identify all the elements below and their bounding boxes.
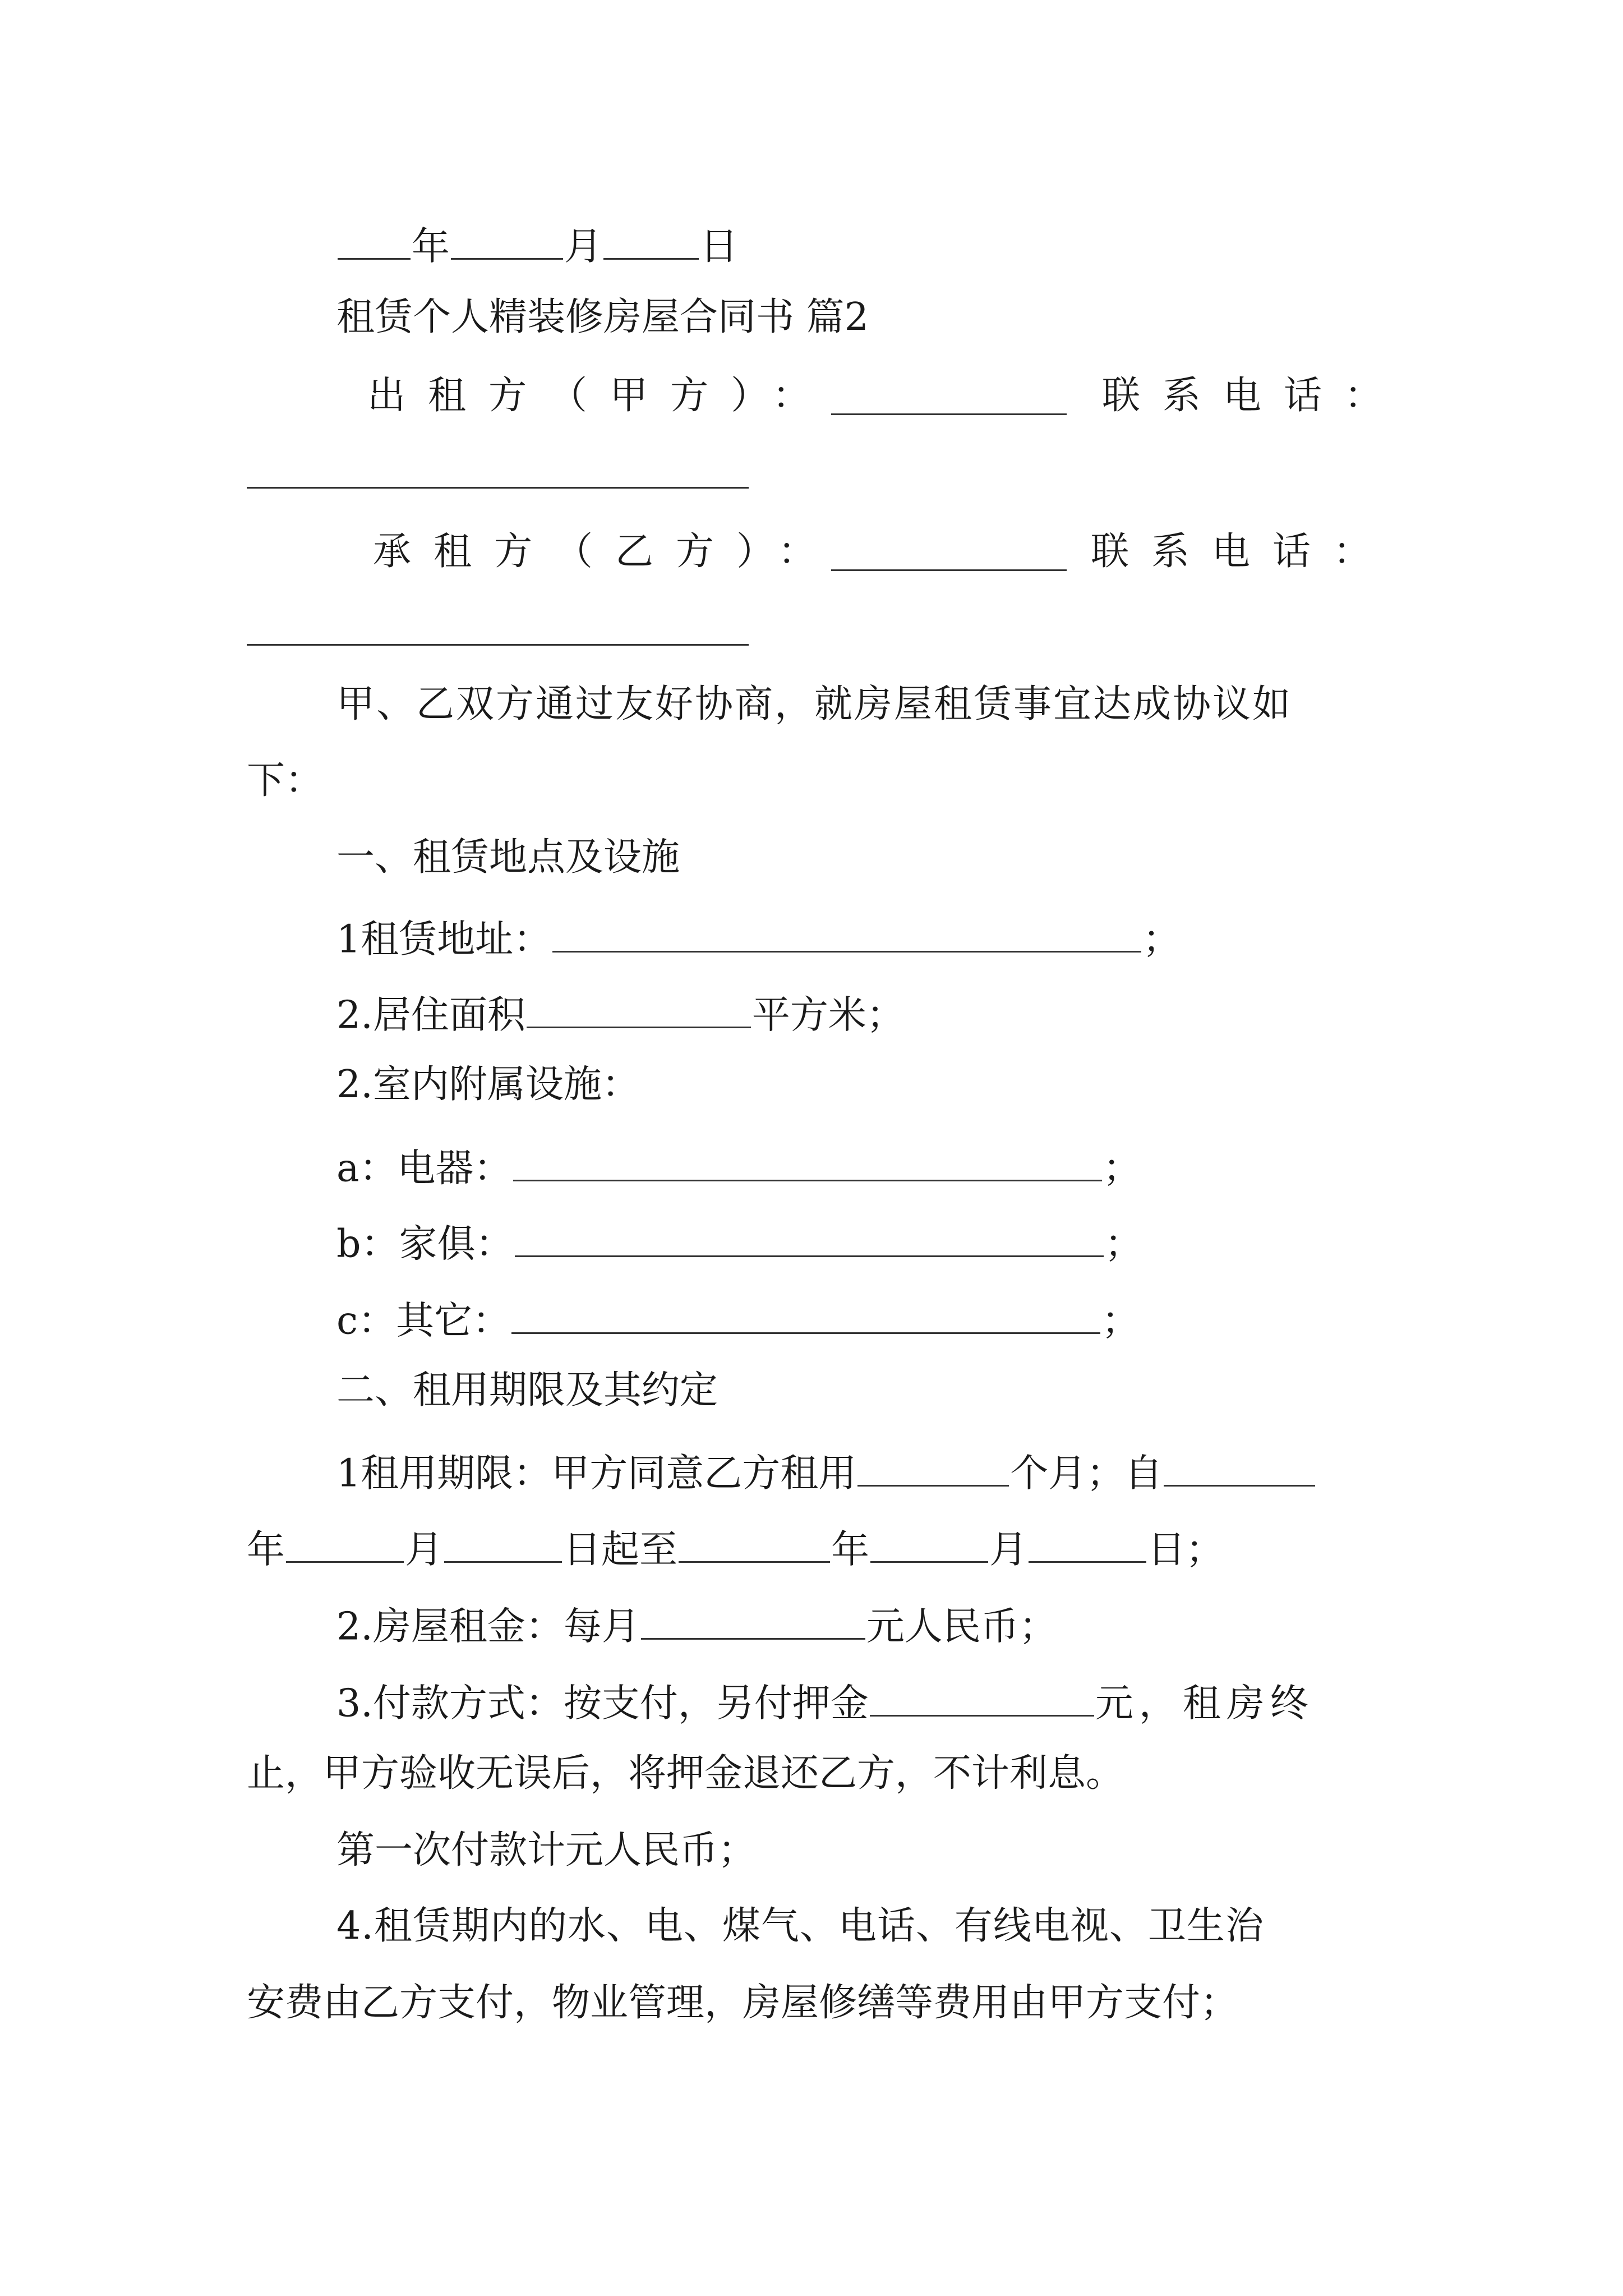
a-blank: [513, 1143, 1102, 1181]
b-end: ；: [1104, 1222, 1143, 1267]
s1-facilities: 2.室内附属设施：: [336, 1062, 640, 1107]
from-month-label: 月: [405, 1527, 444, 1572]
s2-first-payment: 第一次付款计元人民币；: [336, 1828, 757, 1872]
from-day-blank: [444, 1525, 562, 1563]
rent-unit: 元人民币；: [866, 1604, 1057, 1649]
from-year-blank: [1164, 1448, 1315, 1487]
c-end: ；: [1101, 1299, 1140, 1343]
s2-title: 二、租用期限及其约定: [336, 1368, 718, 1412]
c-label: c：其它：: [336, 1299, 511, 1343]
s1-area: [336, 990, 905, 1038]
s2-payment-line-2: 止，甲方验收无误后，将押金退还乙方，不计利息。: [247, 1751, 1124, 1796]
to-day-blank: [1029, 1525, 1146, 1563]
a-label: a：电器：: [336, 1146, 512, 1191]
lessor-phone-label: 联系电话：: [1102, 374, 1405, 418]
s1-b: [336, 1219, 1143, 1267]
from-month-blank: [286, 1525, 404, 1563]
intro-line-2: 下：: [247, 758, 324, 803]
rent-blank: [641, 1602, 865, 1640]
c-blank: [511, 1296, 1100, 1334]
lessee-label: 承租方（乙方）：: [373, 530, 839, 574]
lessor-name-blank: [830, 377, 1068, 422]
lessee-phone-label: 联系电话：: [1091, 530, 1394, 574]
b-blank: [515, 1219, 1104, 1257]
s2-rent: [336, 1602, 1057, 1649]
s2-payment-line-1: [336, 1678, 1314, 1726]
b-label: b：家俱：: [336, 1222, 514, 1267]
intro-line-1: 甲、乙双方通过友好协商，就房屋租赁事宜达成协议如: [336, 682, 1293, 726]
to-month-blank: [870, 1525, 988, 1563]
area-label: 2.居住面积: [336, 993, 525, 1038]
lessee-phone-blank: [247, 644, 749, 646]
s1-c: [336, 1296, 1140, 1341]
s2-fees-line-2: 安费由乙方支付，物业管理，房屋修缮等费用由甲方支付；: [247, 1981, 1239, 2025]
day-label: 日: [700, 224, 739, 269]
to-year-blank: [679, 1525, 830, 1563]
area-unit: 平方米；: [751, 993, 905, 1038]
payment-suffix: 元，租房终: [1095, 1681, 1314, 1726]
date-line: [336, 222, 739, 269]
from-year-label: 年: [247, 1527, 285, 1572]
address-blank: [552, 914, 1141, 953]
s1-a: [336, 1143, 1141, 1191]
term-from: 个月；自: [1010, 1451, 1163, 1496]
s1-title: 一、租赁地点及设施: [336, 835, 680, 880]
lessee-name-blank: [830, 533, 1068, 578]
deposit-blank: [870, 1678, 1094, 1717]
section-title: 租赁个人精装修房屋合同书 篇2: [336, 295, 869, 339]
to-year-label: 年: [831, 1527, 870, 1572]
to-day-label: 日；: [1147, 1527, 1224, 1572]
s1-address: [336, 914, 1181, 962]
to-month-label: 月: [989, 1527, 1028, 1572]
rent-label: 2.房屋租金：每月: [336, 1604, 640, 1649]
a-end: ；: [1103, 1146, 1141, 1191]
year-blank: [338, 222, 411, 260]
s2-fees-line-1: 4.租赁期内的水、电、煤气、电话、有线电视、卫生治: [336, 1904, 1264, 1948]
s2-term-line-1: [336, 1448, 1316, 1496]
lessor-label: 出租方（甲方）：: [367, 374, 833, 418]
day-blank: [603, 222, 699, 260]
area-blank: [527, 990, 751, 1028]
s2-term-line-2: [247, 1525, 1224, 1570]
address-end: ；: [1142, 917, 1181, 962]
month-label: 月: [564, 224, 603, 269]
lessor-phone-blank: [247, 487, 749, 489]
payment-label: 3.付款方式：按支付，另付押金: [336, 1681, 869, 1726]
year-label: 年: [412, 224, 450, 269]
months-blank: [857, 1448, 1009, 1487]
address-label: 1租赁地址：: [336, 917, 552, 962]
from-day-label: 日起至: [563, 1527, 678, 1572]
month-blank: [451, 222, 563, 260]
term-label: 1租用期限：甲方同意乙方租用: [336, 1451, 857, 1496]
